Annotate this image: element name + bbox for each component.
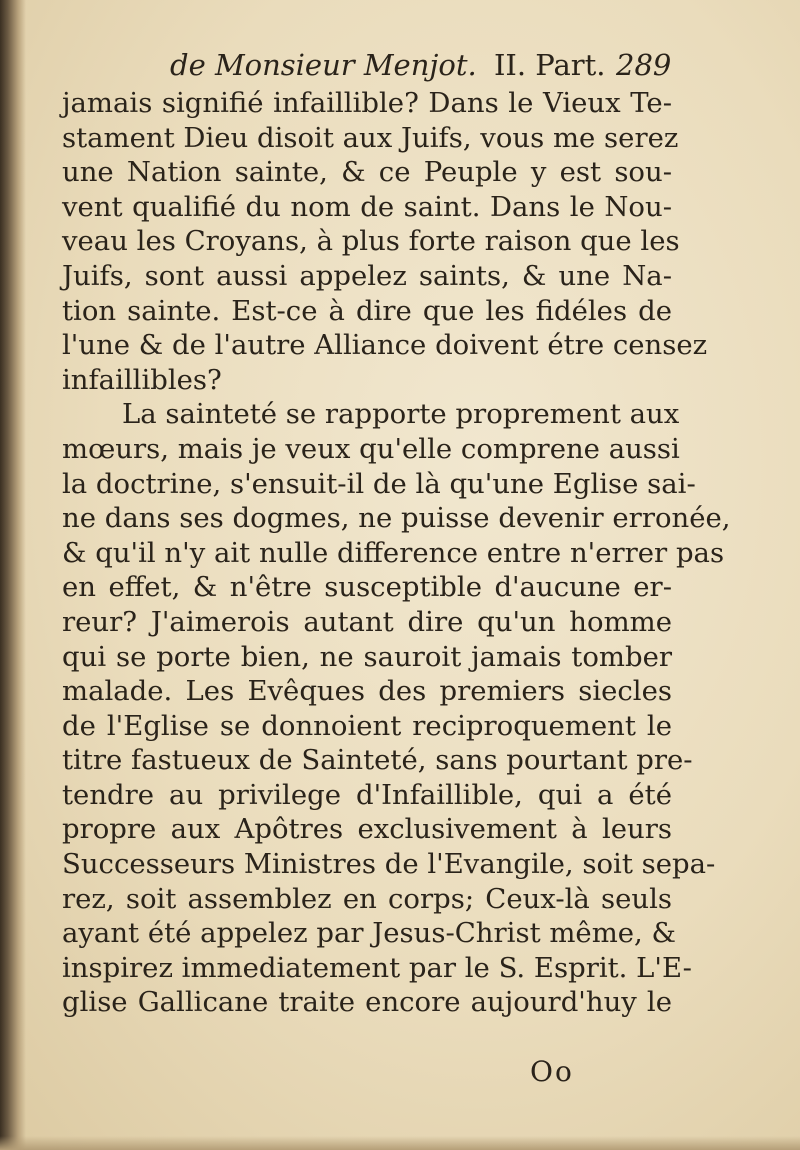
- text-line: tendre au privilege d'Infaillible, qui a été: [62, 778, 672, 811]
- text-line: propre aux Apôtres exclusivement à leurs: [62, 813, 672, 846]
- running-head-title: de Monsieur Menjot.: [170, 48, 477, 82]
- text-line: ayant été appelez par Jesus-Christ même, &: [62, 917, 677, 950]
- text-line: jamais signifié infaillible? Dans le Vieux Te-: [62, 87, 672, 119]
- text-line: l'une & de l'autre Alliance doivent étre censez: [62, 329, 708, 362]
- text-line: infaillibles?: [62, 363, 222, 396]
- text-line: une Nation sainte, & ce Peuple y est sou-: [62, 156, 672, 189]
- paragraph-first-line: La sainteté se rapporte proprement aux: [122, 398, 680, 431]
- page-bottom-edge: [0, 1136, 800, 1150]
- signature-mark: Oo: [530, 1055, 574, 1088]
- page-number: 289: [616, 48, 672, 82]
- text-line: rez, soit assemblez en corps; Ceux-là seuls: [62, 882, 672, 915]
- running-head-part: II. Part.: [493, 48, 606, 82]
- text-line: titre fastueux de Sainteté, sans pourtant pre-: [62, 744, 693, 777]
- text-line: la doctrine, s'ensuit-il de là qu'une Eglise sai-: [62, 467, 696, 500]
- text-line: qui se porte bien, ne sauroit jamais tomber: [62, 640, 672, 673]
- text-line: glise Gallicane traite encore aujourd'huy le: [62, 986, 672, 1019]
- text-line: de l'Eglise se donnoient reciproquement le: [62, 709, 672, 742]
- page-gutter-shadow: [0, 0, 26, 1150]
- text-line: mœurs, mais je veux qu'elle comprene aussi: [62, 432, 680, 465]
- text-line: inspirez immediatement par le S. Esprit. L'E-: [62, 951, 692, 984]
- text-line: ne dans ses dogmes, ne puisse devenir erronée,: [62, 502, 731, 535]
- text-line: en effet, & n'être susceptible d'aucune er-: [62, 571, 672, 604]
- running-head: [170, 48, 670, 88]
- text-line: veau les Croyans, à plus forte raison que les: [62, 225, 680, 258]
- text-line: stament Dieu disoit aux Juifs, vous me serez: [62, 121, 679, 154]
- text-line: tion sainte. Est-ce à dire que les fidéles de: [62, 294, 672, 327]
- text-line: Successeurs Ministres de l'Evangile, soit sepa-: [62, 848, 716, 881]
- text-line: & qu'il n'y ait nulle difference entre n'errer pas: [62, 536, 725, 569]
- text-line: reur? J'aimerois autant dire qu'un homme: [62, 605, 672, 638]
- body-text: [62, 86, 731, 1020]
- text-line: malade. Les Evêques des premiers siecles: [62, 675, 672, 708]
- text-line: vent qualifié du nom de saint. Dans le Nou-: [62, 190, 672, 223]
- text-line: Juifs, sont aussi appelez saints, & une Na-: [62, 259, 672, 292]
